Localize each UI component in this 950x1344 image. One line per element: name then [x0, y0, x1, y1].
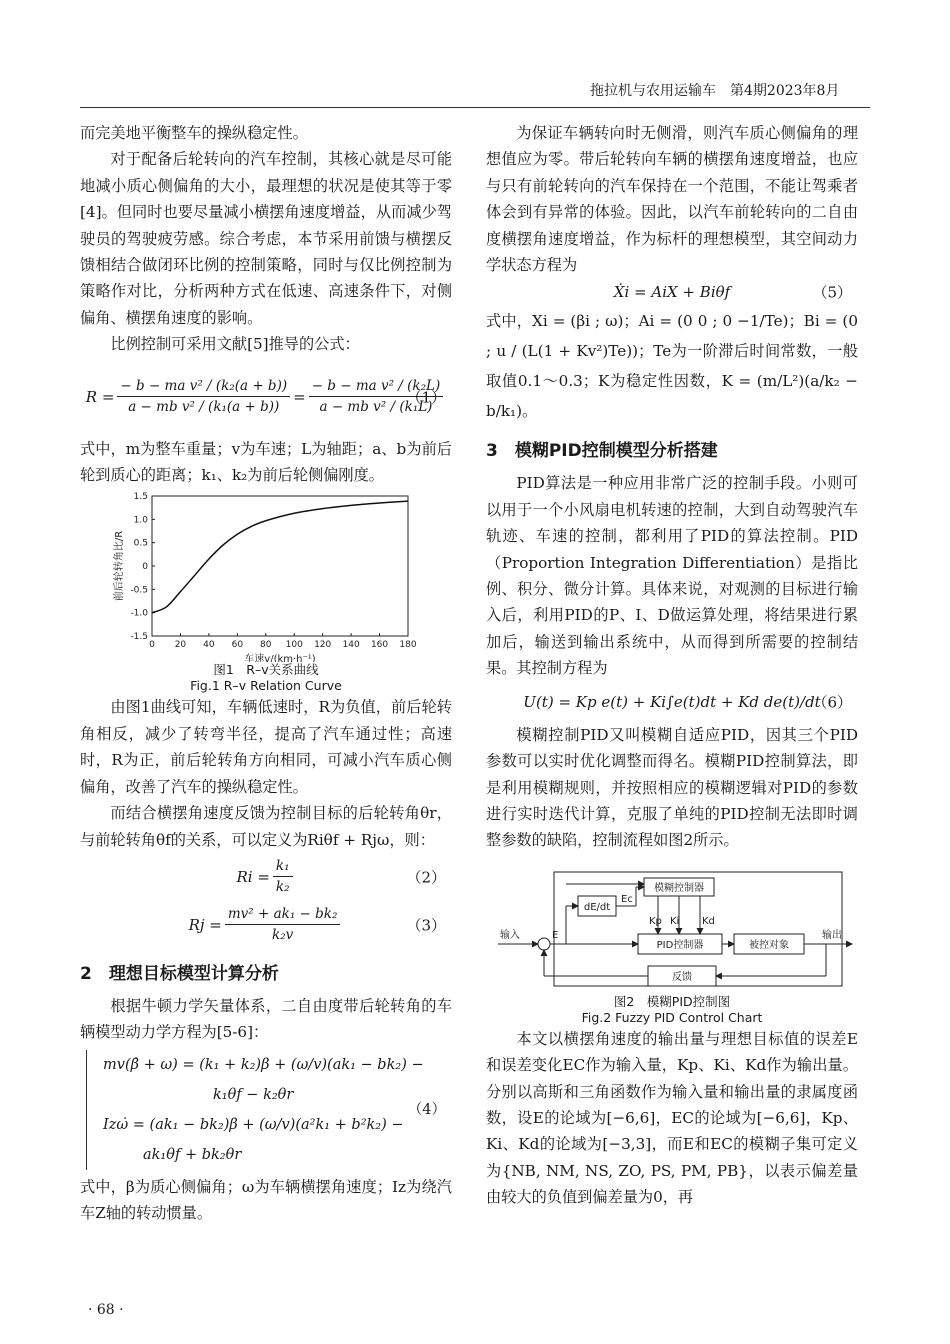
ec-label: Ec	[621, 893, 633, 905]
paragraph: 而结合横摆角速度反馈为控制目标的后轮转角θr，与前轮转角θf的关系，可以定义为Riθf + Rjω，则：	[80, 804, 452, 849]
x-tick-label: 100	[285, 640, 303, 651]
paragraph: 根据牛顿力学矢量体系，二自由度带后轮转角的车辆模型动力学方程为[5-6]：	[80, 996, 452, 1042]
eq3-number: （3）	[406, 916, 446, 935]
y-tick-label: -0.5	[130, 585, 148, 596]
output-label: 输出	[822, 929, 842, 941]
x-tick-label: 140	[342, 640, 360, 651]
equation-1	[80, 358, 452, 436]
summing-junction	[538, 938, 550, 950]
paragraph: 式中，Xi = (βi ; ω)；Ai = (0 0 ; 0 −1/Te)；Bi = (0 ; u / (L(1 + Kv²)Te))；Te为一阶滞后时间常数，一般取值0.1～0.3；K为稳定性因数，K = (m/L²)(a/k₂ − b/k₁)。	[486, 312, 858, 421]
header-rule	[80, 107, 870, 108]
eq6-body: U(t) = Kp e(t) + Ki∫e(t)dt + Kd de(t)/dt	[523, 692, 821, 711]
x-tick-label: 20	[174, 640, 187, 651]
eq3-den: k₂v	[272, 927, 294, 944]
equation-2	[80, 853, 452, 901]
r-v-curve	[152, 502, 408, 614]
figure-1	[80, 488, 452, 662]
paragraph: 模糊控制PID又叫模糊自适应PID，因其三个PID参数可以实时优化调整而得名。模糊PID控制算法，即是利用模糊规则，并按照相应的模糊逻辑对PID的参数进行实时迭代计算，克服了单纯的PID控制无法即时调整参数的缺陷，控制流程如图2所示。	[486, 725, 858, 850]
paragraph: PID算法是一种应用非常广泛的控制手段。小则可以用于一个小风扇电机转速的控制，大到自动驾驶汽车轨迹、车速的控制，都利用了PID的算法控制。PID（Proportion Integration Differentiation）是指比例、积分、微分计算。具体来说，对观测的目标进行输入后，利用PID的P、I、D做运算处理，将结果进行累加后，输送到输出系统中，从而得到所需要的控制结果。其控制方程为	[486, 474, 858, 678]
paragraph: 对于配备后轮转向的汽车控制，其核心就是尽可能地减小质心侧偏角的大小，最理想的状况是使其等于零[4]。但同时也要尽量减小横摆角速度增益，从而减少驾驶员的驾驶疲劳感。综合考虑，本节采用前馈与横摆反馈相结合做闭环比例的控制策略，同时与仅比例控制为策略作对比，分析两种方式在低速、高速条件下，对侧偏角、横摆角速度的影响。	[80, 150, 452, 327]
y-tick-label: 0	[142, 562, 148, 573]
paragraph: 式中，m为整车重量；v为车速；L为轴距；a、b为前后轮到质心的距离；k₁、k₂为前后轮侧偏刚度。	[80, 439, 452, 485]
y-tick-label: 1.0	[133, 515, 148, 526]
input-label: 输入	[500, 929, 520, 941]
equation-6	[486, 682, 858, 722]
y-tick-label: 1.5	[133, 492, 148, 503]
eq3-num: mv² + ak₁ − bk₂	[225, 905, 341, 925]
paragraph: 比例控制可采用文献[5]推导的公式：	[110, 335, 360, 354]
eq1-num1: − b − ma v² / (k₂(a + b))	[117, 377, 290, 397]
eq4-line: ak₁θf + bk₂θr	[143, 1146, 242, 1163]
fig1-caption-cn: 图1 R–v关系曲线	[213, 662, 319, 678]
fig1-caption-en: Fig.1 R–v Relation Curve	[190, 678, 342, 694]
deriv-label: dE/dt	[583, 901, 611, 913]
x-tick-label: 0	[149, 640, 155, 651]
x-axis-label: 车速v/(km·h⁻¹)	[244, 654, 316, 663]
kp-label: Kp	[649, 915, 662, 927]
y-tick-label: 0.5	[133, 539, 148, 550]
plant-label: 被控对象	[749, 939, 789, 951]
journal-header: 拖拉机与农用运输车 第4期2023年8月	[590, 83, 840, 99]
eq1-num2: − b − ma v² / (k₂L)	[309, 377, 444, 397]
eq1-number: （1）	[406, 388, 446, 407]
eq4-number: （4）	[407, 1101, 446, 1118]
eq4-line: Izω̇ = (ak₁ − bk₂)β + (ω/v)(a²k₁ + b²k₂) −	[103, 1116, 404, 1133]
paragraph: 为保证车辆转向时无侧滑，则汽车质心侧偏角的理想值应为零。带后轮转向车辆的横摆角速度增益，也应与只有前轮转向的汽车保持在一个范围，不能让驾乘者体会到有异常的体验。因此，以汽车前轮转向的二自由度横摆角速度增益，作为标杆的理想模型，其空间动力学状态方程为	[486, 124, 858, 275]
x-tick-label: 40	[203, 640, 215, 651]
equation-4	[86, 1050, 452, 1170]
right-column	[486, 120, 858, 1211]
left-column	[80, 120, 452, 1227]
feedback-label: 反馈	[672, 971, 692, 983]
eq5-body: Ẋi = AiX + Biθf	[613, 283, 731, 302]
paragraph: 式中，β为质心侧偏角；ω为车辆横摆角速度；Iz为绕汽车Z轴的转动惯量。	[80, 1177, 452, 1223]
fuzzy-label: 模糊控制器	[654, 882, 704, 894]
eq2-num: k₁	[273, 857, 293, 877]
kd-label: Kd	[702, 915, 715, 927]
eq1-frac-a	[117, 377, 290, 416]
ki-label: Ki	[670, 915, 680, 927]
fig2-caption-cn: 图2 模糊PID控制图	[613, 993, 731, 1009]
eq5-number: （5）	[812, 283, 852, 302]
y-axis-label: 前后轮转角比/R	[114, 531, 125, 602]
equation-5	[486, 278, 858, 306]
eq4-line: k₁θf − k₂θr	[213, 1086, 294, 1103]
eq2-den: k₂	[275, 879, 290, 896]
eq2-frac	[273, 857, 293, 896]
e-label: E	[552, 929, 559, 941]
eq1-mid: =	[293, 387, 306, 406]
fig2-caption-en: Fig.2 Fuzzy PID Control Chart	[581, 1009, 763, 1025]
r-v-chart	[80, 488, 452, 662]
eq1-den1: a − mb v² / (k₁(a + b))	[128, 399, 280, 416]
eq2-lhs: Ri =	[236, 867, 270, 886]
eq1-lhs: R =	[85, 387, 115, 406]
eq3-frac	[225, 905, 341, 944]
paragraph: 而完美地平衡整车的操纵稳定性。	[80, 124, 308, 142]
x-tick-label: 180	[399, 640, 417, 651]
eq1-den2: a − mb v² / (k₁L)	[319, 399, 433, 416]
paragraph: 本文以横摆角速度的输出量与理想目标值的误差E和误差变化EC作为输入量，Kp、Ki、Kd作为输出量。分别以高斯和三角函数作为输入量和输出量的隶属度函数，设E的论域为[−6,6]，EC的论域为[−6,6]，Kp、Ki、Kd的论域为[−3,3]，而E和EC的模糊子集可定义为{NB, NM, NS, ZO, PS, PM, PB}，以表示偏差量由较大的负值到偏差量为0，再	[486, 1029, 858, 1207]
fuzzy-pid-diagram	[486, 862, 858, 994]
x-tick-label: 160	[370, 640, 389, 651]
paragraph: 由图1曲线可知，车辆低速时，R为负值，前后轮转角相反，减少了转弯半径，提高了汽车通过性；高速时，R为正，前后轮转角方向相同，可减小汽车质心侧偏角，改善了汽车的操纵稳定性。	[80, 698, 452, 796]
eq3-lhs: Rj =	[188, 915, 222, 934]
pid-label: PID控制器	[656, 939, 704, 951]
eq2-number: （2）	[406, 868, 446, 887]
equation-3	[80, 901, 452, 949]
section-2-heading: 2 理想目标模型计算分析	[80, 963, 279, 984]
y-tick-label: -1.0	[130, 609, 148, 620]
page-number: · 68 ·	[88, 1302, 124, 1318]
x-tick-label: 120	[314, 640, 332, 651]
eq4-line: mv(β̇ + ω) = (k₁ + k₂)β + (ω/v)(ak₁ − bk₂) −	[103, 1056, 424, 1073]
eq6-number: （6）	[812, 693, 852, 712]
x-tick-label: 80	[260, 640, 272, 651]
section-3-heading: 3 模糊PID控制模型分析搭建	[486, 441, 718, 462]
y-tick-label: -1.5	[130, 632, 148, 643]
x-tick-label: 60	[231, 640, 244, 651]
